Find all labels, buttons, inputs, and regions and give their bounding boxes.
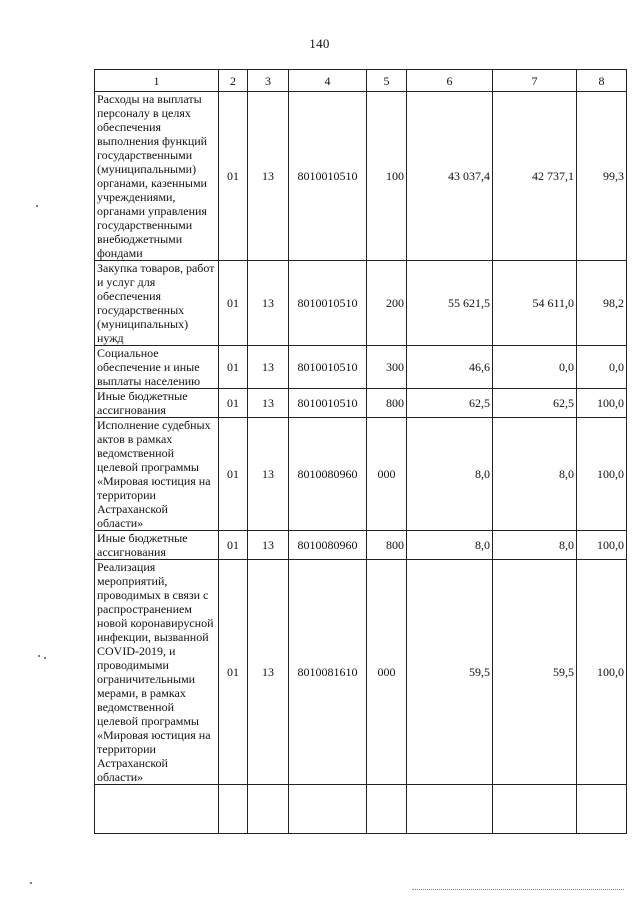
expense-type-code: 200 bbox=[367, 261, 407, 346]
planned-amount: 46,6 bbox=[407, 346, 493, 389]
table-empty-row bbox=[95, 785, 627, 834]
row-name: Иные бюджетные ассигнования bbox=[95, 389, 219, 418]
table-row bbox=[95, 92, 627, 261]
execution-percent: 99,3 bbox=[577, 92, 627, 261]
actual-amount: 62,5 bbox=[493, 389, 577, 418]
table-row bbox=[95, 346, 627, 389]
row-name: Исполнение судебных актов в рамках ведомственной целевой программы «Мировая юстиция на территории Астраханской области» bbox=[95, 418, 219, 531]
row-name: Закупка товаров, работ и услуг для обеспечения государственных (муниципальных) нужд bbox=[95, 261, 219, 346]
scan-speck bbox=[44, 657, 46, 659]
actual-amount: 8,0 bbox=[493, 531, 577, 560]
subsection-code: 13 bbox=[248, 531, 289, 560]
budget-execution-table bbox=[94, 69, 627, 834]
column-header: 1 bbox=[95, 70, 219, 92]
table-row bbox=[95, 531, 627, 560]
table-row bbox=[95, 560, 627, 785]
section-code: 01 bbox=[219, 560, 248, 785]
subsection-code: 13 bbox=[248, 418, 289, 531]
column-header: 5 bbox=[367, 70, 407, 92]
planned-amount: 43 037,4 bbox=[407, 92, 493, 261]
planned-amount: 59,5 bbox=[407, 560, 493, 785]
subsection-code: 13 bbox=[248, 560, 289, 785]
execution-percent: 98,2 bbox=[577, 261, 627, 346]
subsection-code: 13 bbox=[248, 92, 289, 261]
planned-amount: 62,5 bbox=[407, 389, 493, 418]
row-name: Реализация мероприятий, проводимых в связи с распространением новой коронавирусной инфекции, вызванной COVID-2019, и проводимыми ограничительными мерами, в рамках ведомственной целевой программы «Мировая юстиция на территории Астраханской области» bbox=[95, 560, 219, 785]
row-name: Расходы на выплаты персоналу в целях обеспечения выполнения функций государственными (муниципальными) органами, казенными учреждениями, органами управления государственными внебюджетными фондами bbox=[95, 92, 219, 261]
empty-cell bbox=[577, 785, 627, 834]
empty-cell bbox=[493, 785, 577, 834]
execution-percent: 100,0 bbox=[577, 418, 627, 531]
target-article-code: 8010081610 bbox=[289, 560, 367, 785]
expense-type-code: 800 bbox=[367, 389, 407, 418]
scan-speck bbox=[30, 882, 32, 884]
planned-amount: 55 621,5 bbox=[407, 261, 493, 346]
scan-speck bbox=[36, 205, 38, 207]
subsection-code: 13 bbox=[248, 346, 289, 389]
expense-type-code: 800 bbox=[367, 531, 407, 560]
table-header-row bbox=[95, 70, 627, 92]
table-row bbox=[95, 418, 627, 531]
execution-percent: 0,0 bbox=[577, 346, 627, 389]
actual-amount: 8,0 bbox=[493, 418, 577, 531]
planned-amount: 8,0 bbox=[407, 531, 493, 560]
empty-cell bbox=[219, 785, 248, 834]
table-row bbox=[95, 261, 627, 346]
scan-speck bbox=[38, 655, 40, 657]
bottom-dotted-rule bbox=[412, 889, 624, 890]
target-article-code: 8010010510 bbox=[289, 389, 367, 418]
section-code: 01 bbox=[219, 261, 248, 346]
column-header: 6 bbox=[407, 70, 493, 92]
column-header: 7 bbox=[493, 70, 577, 92]
empty-cell bbox=[289, 785, 367, 834]
column-header: 2 bbox=[219, 70, 248, 92]
column-header: 4 bbox=[289, 70, 367, 92]
empty-cell bbox=[407, 785, 493, 834]
expense-type-code: 100 bbox=[367, 92, 407, 261]
execution-percent: 100,0 bbox=[577, 389, 627, 418]
table-row bbox=[95, 389, 627, 418]
actual-amount: 42 737,1 bbox=[493, 92, 577, 261]
subsection-code: 13 bbox=[248, 261, 289, 346]
target-article-code: 8010010510 bbox=[289, 92, 367, 261]
section-code: 01 bbox=[219, 346, 248, 389]
actual-amount: 54 611,0 bbox=[493, 261, 577, 346]
target-article-code: 8010080960 bbox=[289, 531, 367, 560]
section-code: 01 bbox=[219, 418, 248, 531]
page-number: 140 bbox=[309, 36, 330, 51]
target-article-code: 8010080960 bbox=[289, 418, 367, 531]
empty-cell bbox=[95, 785, 219, 834]
section-code: 01 bbox=[219, 389, 248, 418]
actual-amount: 59,5 bbox=[493, 560, 577, 785]
execution-percent: 100,0 bbox=[577, 531, 627, 560]
target-article-code: 8010010510 bbox=[289, 346, 367, 389]
execution-percent: 100,0 bbox=[577, 560, 627, 785]
expense-type-code: 000 bbox=[367, 560, 407, 785]
section-code: 01 bbox=[219, 531, 248, 560]
row-name: Социальное обеспечение и иные выплаты населению bbox=[95, 346, 219, 389]
column-header: 3 bbox=[248, 70, 289, 92]
row-name: Иные бюджетные ассигнования bbox=[95, 531, 219, 560]
expense-type-code: 300 bbox=[367, 346, 407, 389]
target-article-code: 8010010510 bbox=[289, 261, 367, 346]
empty-cell bbox=[367, 785, 407, 834]
actual-amount: 0,0 bbox=[493, 346, 577, 389]
subsection-code: 13 bbox=[248, 389, 289, 418]
section-code: 01 bbox=[219, 92, 248, 261]
empty-cell bbox=[248, 785, 289, 834]
column-header: 8 bbox=[577, 70, 627, 92]
planned-amount: 8,0 bbox=[407, 418, 493, 531]
expense-type-code: 000 bbox=[367, 418, 407, 531]
